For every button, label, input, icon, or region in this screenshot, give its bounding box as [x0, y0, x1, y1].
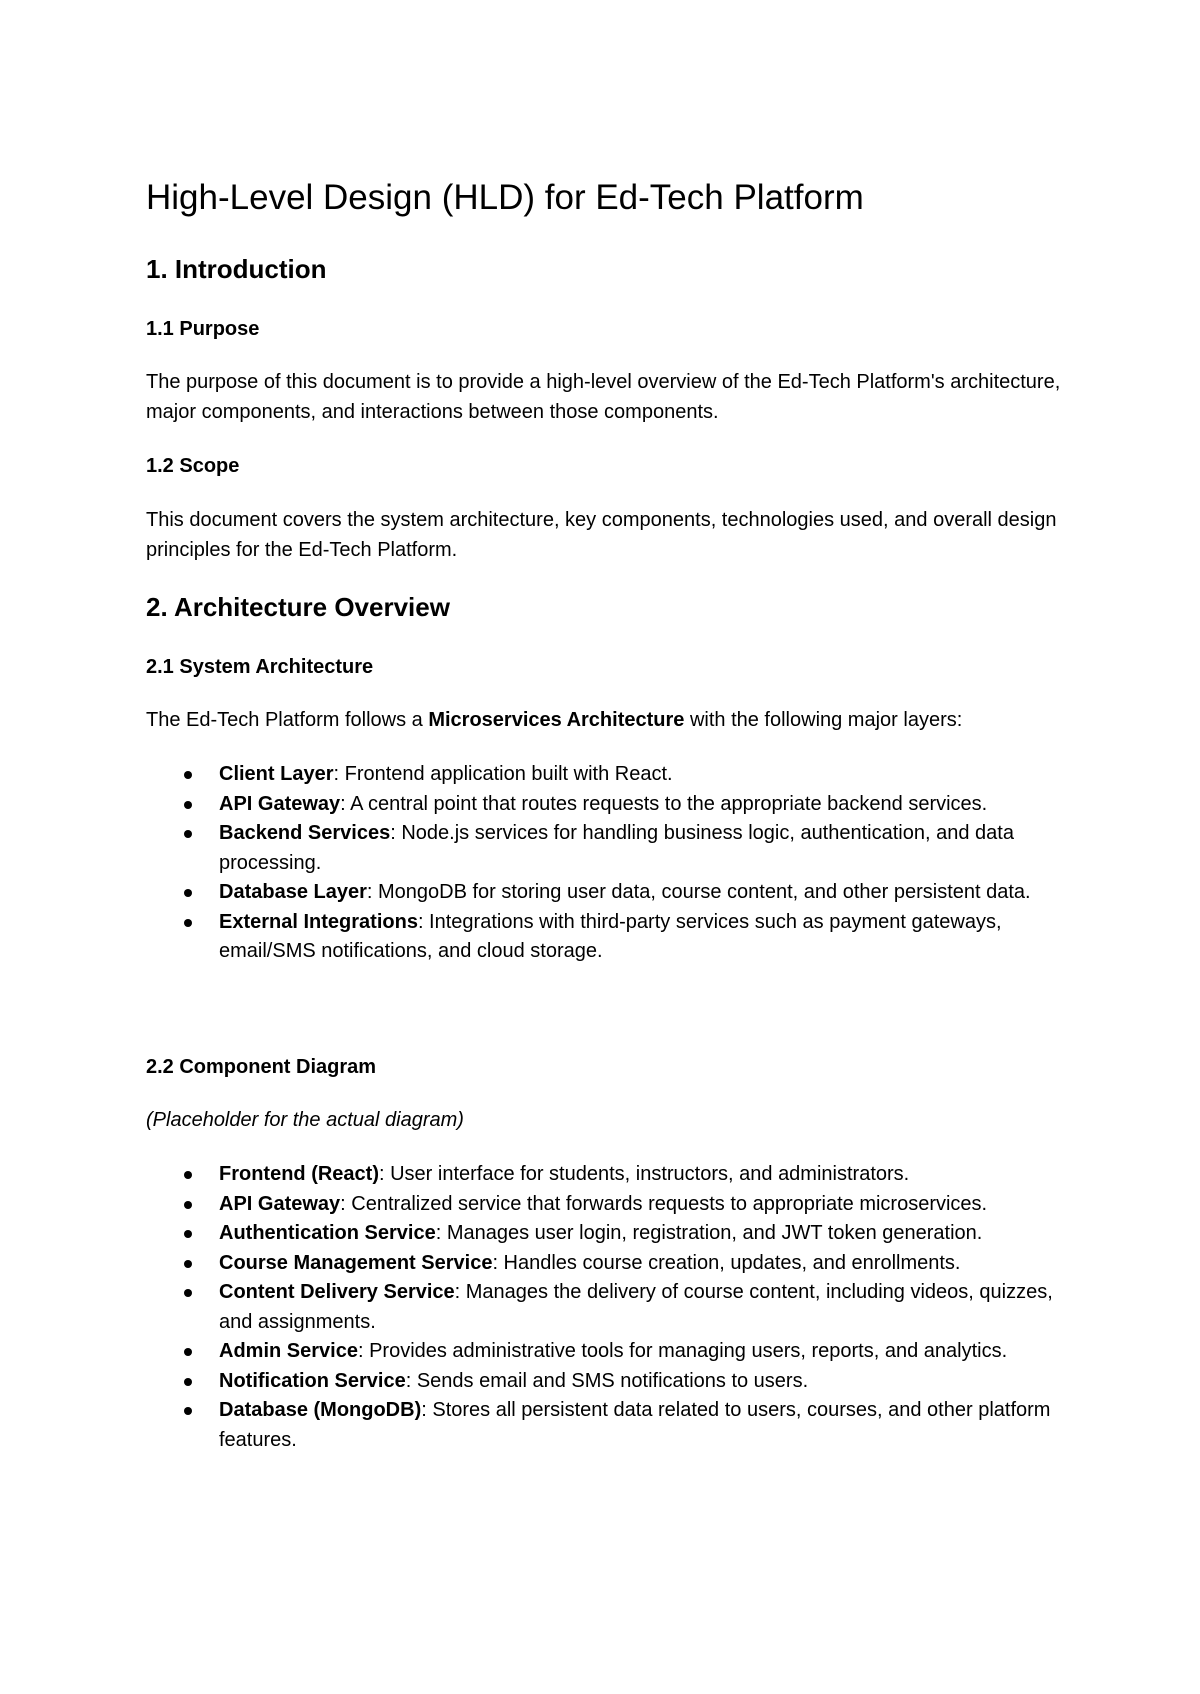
- section-heading-introduction: 1. Introduction: [146, 254, 327, 284]
- layer-description: : A central point that routes requests to the appropriate backend services.: [340, 792, 988, 815]
- bullet-icon: [184, 1230, 192, 1238]
- layer-description: : Frontend application built with React.: [333, 763, 673, 785]
- component-term: Admin Service: [219, 1340, 358, 1362]
- component-description: : Manages the delivery of course content, including videos, quizzes, and assignments.: [219, 1281, 1053, 1333]
- component-item: [146, 1190, 1076, 1220]
- bullet-icon: [184, 1378, 192, 1386]
- layer-term: Client Layer: [219, 763, 334, 785]
- component-item: [146, 1367, 1076, 1397]
- layer-description: : Node.js services for handling business logic, authentication, and data processing.: [219, 822, 1014, 874]
- component-term: Notification Service: [219, 1369, 406, 1392]
- component-term: Database (MongoDB): [219, 1399, 422, 1421]
- bullet-icon: [184, 1348, 192, 1356]
- component-description: : Provides administrative tools for managing users, reports, and analytics.: [357, 1340, 1008, 1362]
- component-description: : Handles course creation, updates, and enrollments.: [492, 1251, 961, 1274]
- bullet-icon: [184, 801, 192, 809]
- component-item: [146, 1160, 1076, 1190]
- bullet-icon: [184, 1289, 192, 1297]
- layer-term: Database Layer: [219, 881, 367, 903]
- section-heading-architecture: 2. Architecture Overview: [146, 592, 450, 622]
- layer-description: : MongoDB for storing user data, course content, and other persistent data.: [366, 881, 1031, 903]
- intro-text-bold: Microservices Architecture: [428, 709, 685, 731]
- intro-text-before: The Ed-Tech Platform follows a: [146, 709, 429, 731]
- component-term: Content Delivery Service: [219, 1281, 455, 1303]
- subsection-heading-system-architecture: 2.1 System Architecture: [146, 656, 374, 678]
- document-title: High-Level Design (HLD) for Ed-Tech Platform: [146, 178, 864, 217]
- bullet-icon: [184, 1171, 192, 1179]
- subsection-heading-scope: 1.2 Scope: [146, 455, 240, 477]
- component-term: Authentication Service: [219, 1222, 436, 1244]
- bullet-icon: [184, 1407, 192, 1415]
- layer-term: Backend Services: [219, 822, 391, 844]
- bullet-icon: [184, 830, 192, 838]
- component-term: Course Management Service: [219, 1251, 493, 1274]
- bullet-icon: [184, 771, 192, 779]
- layer-item: [146, 760, 1076, 790]
- subsection-heading-component-diagram: 2.2 Component Diagram: [146, 1056, 377, 1078]
- bullet-icon: [184, 919, 192, 927]
- bullet-icon: [184, 1201, 192, 1209]
- component-item: [146, 1278, 1076, 1337]
- layer-item: [146, 908, 1076, 967]
- component-term: Frontend (React): [219, 1163, 379, 1185]
- component-description: : Centralized service that forwards requests to appropriate microservices.: [340, 1192, 988, 1215]
- component-description: : Sends email and SMS notifications to users.: [405, 1369, 809, 1392]
- architecture-layers-list: [146, 760, 1076, 967]
- layer-term: External Integrations: [219, 910, 418, 933]
- diagram-placeholder-note: (Placeholder for the actual diagram): [146, 1109, 464, 1131]
- layer-item: [146, 819, 1076, 878]
- scope-paragraph: This document covers the system architecture, key components, technologies used, and overall design principles for the Ed-Tech Platform.: [146, 509, 1057, 561]
- component-item: [146, 1249, 1076, 1279]
- component-item: [146, 1337, 1076, 1367]
- bullet-icon: [184, 1260, 192, 1268]
- layer-term: API Gateway: [219, 792, 341, 815]
- components-list: [146, 1160, 1076, 1455]
- layer-description: : Integrations with third-party services such as payment gateways, email/SMS notifications, and cloud storage.: [219, 910, 1002, 962]
- intro-text-after: with the following major layers:: [684, 709, 963, 731]
- purpose-paragraph: The purpose of this document is to provide a high-level overview of the Ed-Tech Platform's architecture, major components, and interactions between those components.: [146, 371, 1061, 423]
- component-item: [146, 1396, 1076, 1455]
- component-description: : User interface for students, instructors, and administrators.: [379, 1163, 910, 1185]
- system-architecture-intro: [146, 706, 1076, 736]
- component-item: [146, 1219, 1076, 1249]
- component-description: : Manages user login, registration, and JWT token generation.: [435, 1222, 983, 1244]
- layer-item: [146, 878, 1076, 908]
- component-term: API Gateway: [219, 1192, 341, 1215]
- subsection-heading-purpose: 1.1 Purpose: [146, 318, 260, 340]
- layer-item: [146, 790, 1076, 820]
- component-description: : Stores all persistent data related to users, courses, and other platform features.: [219, 1399, 1051, 1451]
- bullet-icon: [184, 889, 192, 897]
